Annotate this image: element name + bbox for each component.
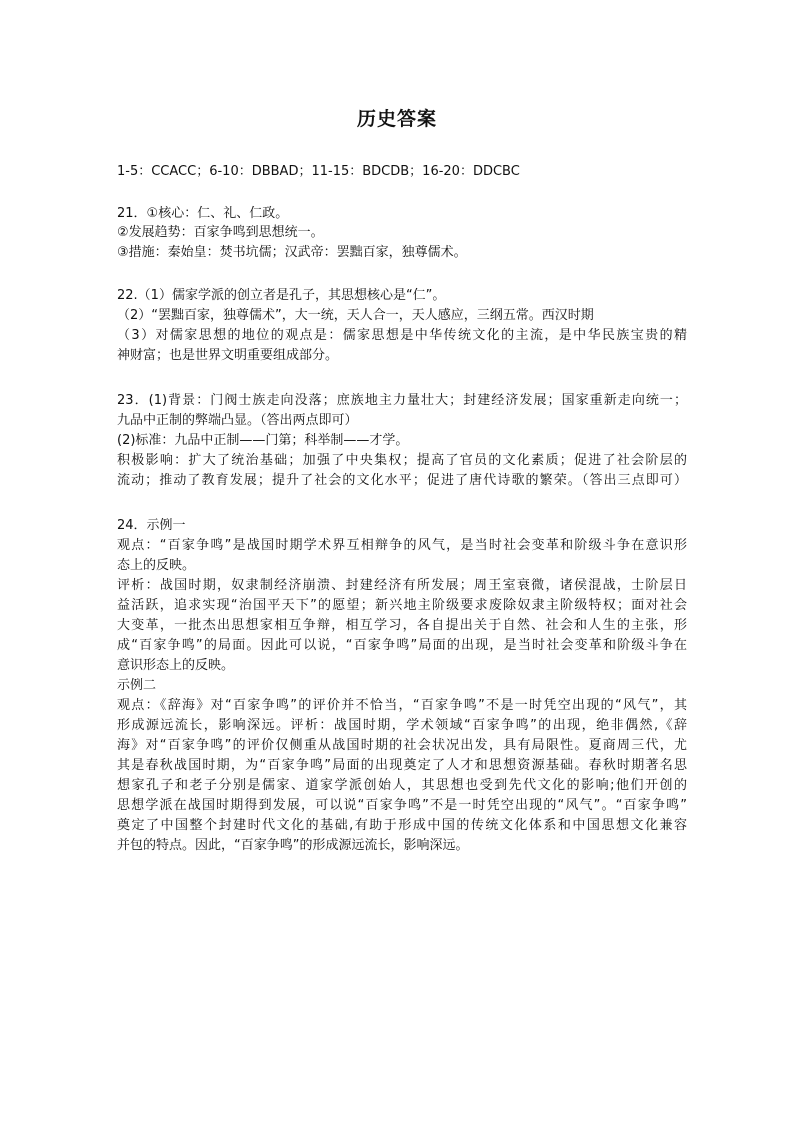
q24-line: 益活跃，追求实现“治国平天下”的愿望；新兴地主阶级要求废除奴隶主阶级特权；面对社会 (117, 598, 687, 613)
q24-line: 24．示例一 (117, 518, 186, 533)
q24-line: 观点：“百家争鸣”是战国时期学术界互相辩争的风气，是当时社会变革和阶级斗争在意识形 (117, 538, 687, 553)
q24-line: 观点：《辞海》对“百家争鸣”的评价并不恰当，“百家争鸣”不是一时凭空出现的“风气”，其 (117, 698, 687, 713)
page-title: 历史答案 (356, 108, 437, 130)
q24-line: 思想学派在战国时期得到发展，可以说“百家争鸣”不是一时凭空出现的“风气”。“百家争鸣” (117, 798, 687, 813)
q23-line: (2)标准：九品中正制——门第；科举制——才学。 (117, 433, 409, 448)
q23-line: 23．(1)背景：门阀士族走向没落；庶族地主力量壮大；封建经济发展；国家重新走向统一； (117, 393, 687, 408)
q22-line: （2）“罢黜百家，独尊儒术”，大一统，天人合一，天人感应，三纲五常。西汉时期 (117, 308, 594, 323)
q24-line: 评析：战国时期，奴隶制经济崩溃、封建经济有所发展；周王室衰微，诸侯混战，士阶层日 (117, 578, 687, 593)
q24-line: 形成源远流长，影响深远。评析：战国时期，学术领域“百家争鸣”的出现，绝非偶然,《辞 (117, 718, 687, 733)
choice-answers: 1-5：CCACC；6-10：DBBAD；11-15：BDCDB；16-20：DDCBC (117, 164, 520, 179)
q24-line: 态上的反映。 (117, 558, 196, 573)
q21-line: ③措施：秦始皇：焚书坑儒；汉武帝：罢黜百家，独尊儒术。 (117, 245, 467, 260)
q24-line: 奠定了中国整个封建时代文化的基础,有助于形成中国的传统文化体系和中国思想文化兼容 (117, 818, 687, 833)
q24-line: 并包的特点。因此，“百家争鸣”的形成源远流长，影响深远。 (117, 838, 469, 853)
q24-line: 成“百家争鸣”的局面。因此可以说，“百家争鸣”局面的出现，是当时社会变革和阶级斗争在 (117, 638, 687, 653)
q22-line: 22.（1）儒家学派的创立者是孔子，其思想核心是“仁”。 (117, 288, 446, 303)
q21-line: ②发展趋势：百家争鸣到思想统一。 (117, 225, 324, 240)
q24-line: 示例二 (117, 678, 157, 693)
q22-line: （3）对儒家思想的地位的观点是：儒家思想是中华传统文化的主流，是中华民族宝贵的精 (117, 328, 687, 343)
q24-line: 海》对“百家争鸣”的评价仅侧重从战国时期的社会状况出发，具有局限性。夏商周三代，尤 (117, 738, 687, 753)
q23-line: 流动；推动了教育发展；提升了社会的文化水平；促进了唐代诗歌的繁荣。（答出三点即可） (117, 473, 687, 488)
q23-line: 积极影响：扩大了统治基础；加强了中央集权；提高了官员的文化素质；促进了社会阶层的 (117, 453, 687, 468)
q22-line: 神财富；也是世界文明重要组成部分。 (117, 348, 339, 363)
q24-line: 想家孔子和老子分别是儒家、道家学派创始人，其思想也受到先代文化的影响;他们开创的 (117, 778, 687, 793)
q23-line: 九品中正制的弊端凸显。（答出两点即可） (117, 413, 358, 428)
q24-line: 意识形态上的反映。 (117, 658, 235, 673)
q21-line: 21．①核心：仁、礼、仁政。 (117, 206, 289, 221)
q24-line: 大变革，一批杰出思想家相互争辩，相互学习，各自提出关于自然、社会和人生的主张，形 (117, 618, 687, 633)
q24-line: 其是春秋战国时期，为“百家争鸣”局面的出现奠定了人才和思想资源基础。春秋时期著名思 (117, 758, 687, 773)
